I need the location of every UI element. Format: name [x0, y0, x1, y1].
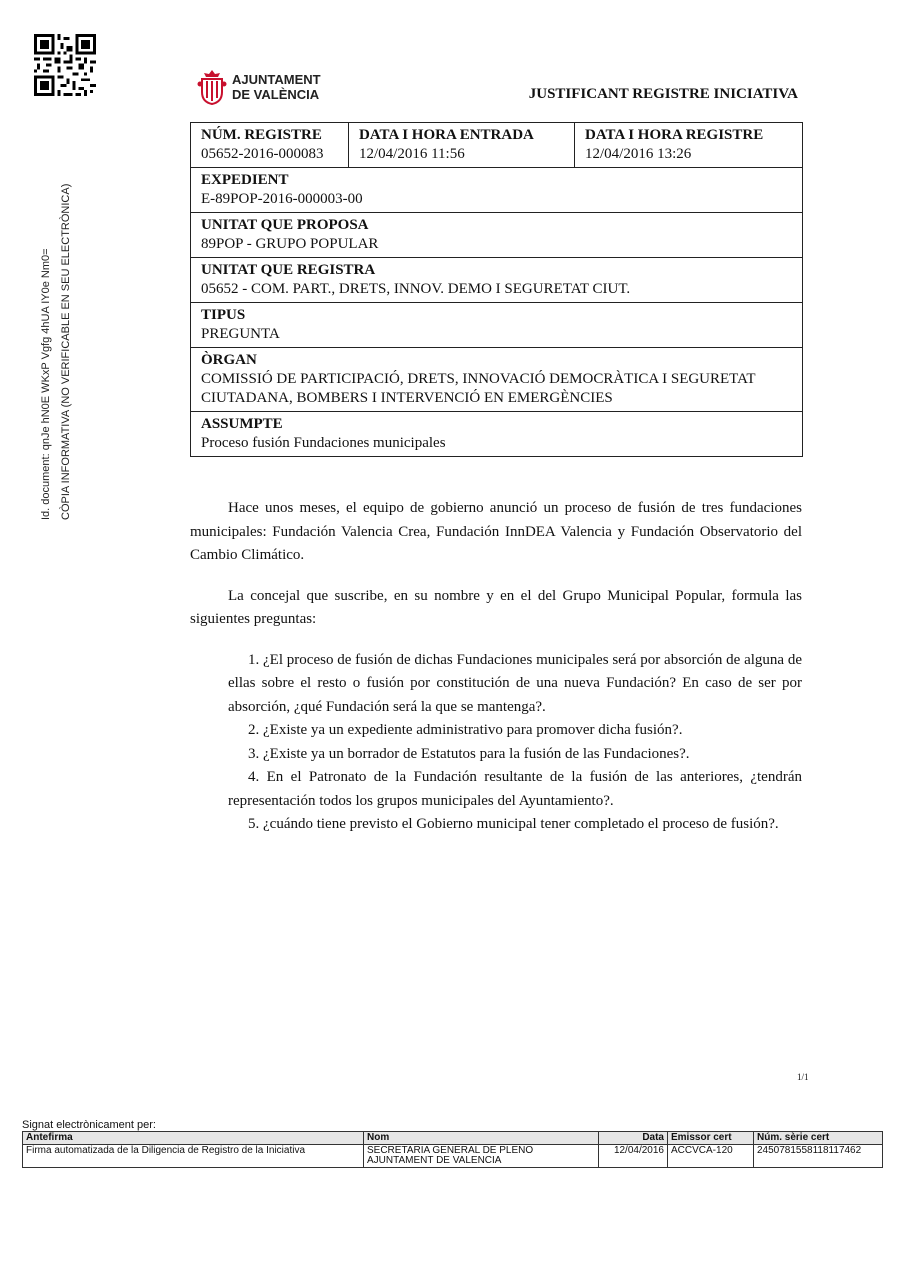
unitat-proposa-value: 89POP - GRUPO POPULAR — [201, 236, 379, 252]
side-identifier — [36, 184, 76, 520]
tipus-value: PREGUNTA — [201, 326, 280, 342]
emissor-cell: ACCVCA-120 — [668, 1145, 754, 1168]
logo-line-2: DE VALÈNCIA — [232, 87, 320, 102]
logo-line-1: AJUNTAMENT — [232, 72, 321, 87]
signature-header-row — [23, 1132, 883, 1145]
organ-value: COMISSIÓ DE PARTICIPACIÓ, DRETS, INNOVACIÓ DEMOCRÀTICA I SEGURETAT CIUTADANA, BOMBERS I INTERVENCIÓ EN EMERGÈNCIES — [201, 371, 756, 406]
page-number: 1/1 — [797, 1072, 809, 1082]
registry-table — [190, 122, 803, 457]
intro-paragraph: Hace unos meses, el equipo de gobierno anunció un proceso de fusión de tres fundaciones municipales: Fundación Valencia Crea, Fundación InnDEA Valencia y Fundación Observatorio del Cambio Climático. — [190, 500, 802, 563]
copy-notice: CÒPIA INFORMATIVA (NO VERIFICABLE EN SEU ELECTRÒNICA) — [60, 183, 72, 520]
unitat-registra-value: 05652 - COM. PART., DRETS, INNOV. DEMO I SEGURETAT CIUT. — [201, 281, 631, 297]
assumpte-value: Proceso fusión Fundaciones municipales — [201, 435, 446, 451]
question-item: 3. ¿Existe ya un borrador de Estatutos para la fusión de las Fundaciones?. — [248, 745, 690, 762]
entrada-label: DATA I HORA ENTRADA — [359, 127, 534, 143]
serie-cell: 2450781558118117462 — [754, 1145, 883, 1168]
header-antefirma: Antefirma — [23, 1132, 364, 1145]
document-title: JUSTIFICANT REGISTRE INICIATIVA — [528, 86, 798, 102]
header-nom: Nom — [364, 1132, 599, 1145]
header-data: Data — [599, 1132, 668, 1145]
unitat-registra-label: UNITAT QUE REGISTRA — [201, 262, 376, 278]
nom-cell — [364, 1145, 599, 1168]
data-cell: 12/04/2016 — [599, 1145, 668, 1168]
request-paragraph: La concejal que suscribe, en su nombre y en el del Grupo Municipal Popular, formula las siguientes preguntas: — [190, 587, 802, 627]
document-id: Id. document: qnJe hN0E WKxP Vgfg 4hUA IY0e Nm0= — [40, 248, 52, 520]
assumpte-label: ASSUMPTE — [201, 416, 283, 432]
unitat-proposa-label: UNITAT QUE PROPOSA — [201, 217, 369, 233]
document-body — [190, 497, 802, 837]
signature-caption: Signat electrònicament per: — [22, 1119, 156, 1131]
num-registre-label: NÚM. REGISTRE — [201, 127, 322, 143]
entrada-value: 12/04/2016 11:56 — [359, 146, 465, 162]
expedient-value: E-89POP-2016-000003-00 — [201, 191, 363, 207]
num-registre-value: 05652-2016-000083 — [201, 146, 324, 162]
question-item: 2. ¿Existe ya un expediente administrativo para promover dicha fusión?. — [248, 722, 683, 738]
registre-value: 12/04/2016 13:26 — [585, 146, 692, 162]
qr-code — [34, 34, 96, 96]
organ-label: ÒRGAN — [201, 352, 257, 368]
antefirma-cell: Firma automatizada de la Diligencia de Registro de la Iniciativa — [23, 1145, 364, 1168]
expedient-label: EXPEDIENT — [201, 172, 289, 188]
question-item: 5. ¿cuándo tiene previsto el Gobierno municipal tener completado el proceso de fusión?. — [248, 816, 779, 832]
registre-label: DATA I HORA REGISTRE — [585, 127, 764, 143]
nom-line-2: AJUNTAMENT DE VALENCIA — [367, 1155, 502, 1166]
question-item: 1. ¿El proceso de fusión de dichas Fundaciones municipales será por absorción de alguna de ellas sobre el resto o fusión por constitución de una nueva Fundación? En caso de ser por absorción, ¿qué Fundación será la que se mantenga?. — [228, 651, 802, 715]
tipus-label: TIPUS — [201, 307, 246, 323]
questions-list — [228, 649, 802, 837]
header-emissor: Emissor cert — [668, 1132, 754, 1145]
question-item: 4. En el Patronato de la Fundación resultante de la fusión de las anteriores, ¿tendrán representación todos los grupos municipales del Ayuntamiento?. — [228, 769, 802, 809]
ajuntament-logo — [196, 68, 321, 106]
signature-table — [22, 1131, 883, 1168]
crest-icon — [196, 68, 228, 106]
header-serie: Núm. sèrie cert — [754, 1132, 883, 1145]
signature-row — [23, 1145, 883, 1168]
nom-line-1: SECRETARIA GENERAL DE PLENO — [367, 1145, 534, 1156]
